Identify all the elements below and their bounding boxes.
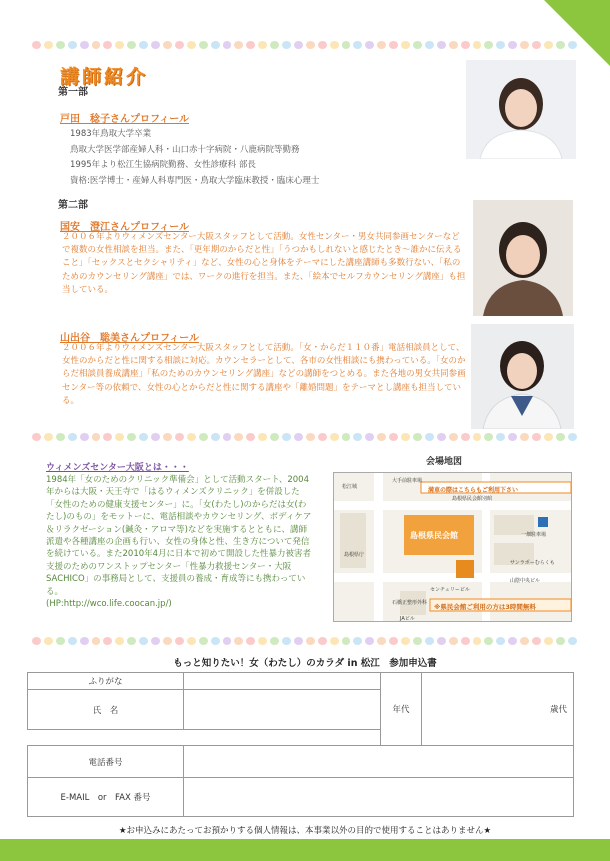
decorative-dot [437, 41, 446, 49]
map-place: 大手前駐車場 [392, 478, 423, 484]
decorative-dot [151, 433, 160, 441]
decorative-dot [246, 433, 255, 441]
decorative-dot [461, 637, 470, 645]
decorative-dot [258, 41, 267, 49]
decorative-dot [187, 637, 196, 645]
decorative-dot [127, 637, 136, 645]
map-place: 山陰中央ビル [510, 578, 541, 584]
decorative-dot [211, 637, 220, 645]
name-label: 氏 名 [28, 690, 184, 730]
decorative-dot [223, 41, 232, 49]
page-title: 講師紹介 [60, 66, 149, 88]
decorative-dot [294, 41, 303, 49]
decorative-dot [234, 433, 243, 441]
about-title: ウィメンズセンター大阪とは・・・ [46, 463, 189, 473]
decorative-dot [151, 637, 160, 645]
map-place: 石橋正整形外科 [392, 600, 428, 606]
decorative-dot [401, 637, 410, 645]
decorative-dot [175, 637, 184, 645]
decorative-dot [532, 41, 541, 49]
decorative-dot [425, 637, 434, 645]
decorative-dot [103, 41, 112, 49]
map-place: 島根県民会館別館 [452, 496, 493, 502]
decorative-dot [544, 637, 553, 645]
decorative-dot [330, 41, 339, 49]
decorative-dot [44, 637, 53, 645]
decorative-dot [520, 433, 529, 441]
decorative-dot [282, 433, 291, 441]
decorative-dot [139, 433, 148, 441]
decorative-dot [330, 433, 339, 441]
decorative-dot [461, 433, 470, 441]
decorative-dot [80, 637, 89, 645]
phone-label: 電話番号 [28, 746, 184, 778]
decorative-dot [461, 41, 470, 49]
application-form [27, 672, 574, 817]
decorative-dot [187, 433, 196, 441]
decorative-dot [473, 637, 482, 645]
decorative-dot [80, 433, 89, 441]
decorative-dot [199, 41, 208, 49]
map-label: 会場地図 [426, 457, 463, 467]
decorative-dot [342, 41, 351, 49]
decorative-dot [258, 433, 267, 441]
decorative-dot [532, 637, 541, 645]
decorative-dot [139, 41, 148, 49]
decorative-dot [556, 41, 565, 49]
decorative-dot [175, 433, 184, 441]
form-title: もっと知りたい！女（わたし）のカラダ in 松江 参加申込書 [173, 658, 437, 669]
decorative-dot [484, 433, 493, 441]
dot-border-middle [32, 430, 577, 444]
decorative-dot [568, 637, 577, 645]
decorative-dot [413, 41, 422, 49]
decorative-dot [377, 41, 386, 49]
decorative-dot [496, 433, 505, 441]
decorative-dot [115, 41, 124, 49]
decorative-dot [258, 637, 267, 645]
decorative-dot [32, 433, 41, 441]
phone-field[interactable] [184, 746, 574, 778]
privacy-notice: ★お申込みにあたってお預かりする個人情報は、本事業以外の目的で使用することはありません★ [118, 826, 492, 836]
decorative-dot [520, 637, 529, 645]
about-text [46, 474, 314, 610]
speaker-photo-yamadeya [471, 324, 574, 429]
decorative-dot [496, 41, 505, 49]
decorative-dot [270, 41, 279, 49]
decorative-dot [127, 41, 136, 49]
decorative-dot [389, 41, 398, 49]
decorative-dot [544, 433, 553, 441]
furigana-label: ふりがな [28, 673, 184, 690]
decorative-dot [365, 433, 374, 441]
decorative-dot [139, 637, 148, 645]
bottom-bar [0, 839, 610, 861]
decorative-dot [306, 433, 315, 441]
map-place: サンラポーむらくも [510, 560, 555, 566]
about-body: 1984年「女のためのクリニック準備会」として活動スタート、2004年からは大阪・天王寺で「はるウィメンズクリニック」を併設した「女性のための健康支援センター」に。「女(わたし)のからだは女(わたし)のもの」をモットーに、電話相談やカウンセリング、ボディケア＆リラクゼーション(鍼灸・アロマ等)などを実施するとともに、講師派遣や各種講座の企画も行い、女性の身体と性、生き方について発信を続けている。また2010年4月に日本で初めて開設した性暴力被害者支援のためのワンストップセンター「性暴力救援センター・大阪SACHICO」の事務局として、支援員の養成・育成等にも携わっている。 [46, 475, 312, 597]
decorative-dot [32, 41, 41, 49]
decorative-dot [56, 433, 65, 441]
decorative-dot [103, 637, 112, 645]
decorative-dot [187, 41, 196, 49]
speaker-name-yamadeya: 山出谷 聡美さんプロフィール [60, 333, 199, 344]
decorative-dot [532, 433, 541, 441]
decorative-dot [353, 433, 362, 441]
decorative-dot [318, 41, 327, 49]
decorative-dot [68, 637, 77, 645]
decorative-dot [44, 41, 53, 49]
profile-line: 鳥取大学医学部産婦人科・山口赤十字病院・八鹿病院等勤務 [70, 145, 300, 155]
decorative-dot [353, 41, 362, 49]
decorative-dot [342, 433, 351, 441]
map-notice: 満車の際はこちらもご利用下さい [428, 487, 519, 494]
speaker-photo-toda [466, 60, 576, 159]
map-place: センチュリービル [430, 587, 470, 593]
decorative-dot [425, 41, 434, 49]
decorative-dot [56, 41, 65, 49]
dot-border-bottom [32, 634, 577, 648]
profile-line: 資格:医学博士・産婦人科専門医・鳥取大学臨床教授・臨床心理士 [70, 176, 320, 186]
map-place: 一畑駐車場 [521, 532, 547, 538]
decorative-dot [473, 41, 482, 49]
decorative-dot [473, 433, 482, 441]
decorative-dot [437, 433, 446, 441]
decorative-dot [413, 433, 422, 441]
decorative-dot [92, 433, 101, 441]
decorative-dot [127, 433, 136, 441]
decorative-dot [68, 41, 77, 49]
decorative-dot [211, 41, 220, 49]
part1-label: 第一部 [58, 87, 88, 98]
decorative-dot [389, 433, 398, 441]
decorative-dot [282, 41, 291, 49]
decorative-dot [246, 637, 255, 645]
decorative-dot [365, 41, 374, 49]
speaker-bio-yamadeya: ２００６年よりウィメンズセンター大阪スタッフとして活動。「女・からだ１１０番」電話相談員として、女性のからだと性に関する相談に対応。カウンセラーとして、各市の女性相談にも携わっている。「女のからだ相談員養成講座」「私のためのカウンセリング講座」などの講師をつとめる。また各地の男女共同参画センター等の依頼で、女性の心とからだと性に関する講座や「離婚問題」をテーマとし講座も担当している。 [62, 343, 466, 406]
decorative-dot [568, 433, 577, 441]
map-parking-note: ※県民会館ご利用の方は3時間無料 [434, 603, 536, 611]
decorative-dot [80, 41, 89, 49]
decorative-dot [223, 637, 232, 645]
decorative-dot [520, 41, 529, 49]
decorative-dot [377, 637, 386, 645]
decorative-dot [496, 637, 505, 645]
about-url: (HP:http://wco.life.coocan.jp/) [46, 599, 172, 610]
age-field[interactable] [422, 673, 574, 746]
decorative-dot [401, 433, 410, 441]
name-field[interactable] [184, 690, 381, 730]
map-place: JAビル [400, 616, 415, 622]
decorative-dot [484, 41, 493, 49]
decorative-dot [306, 637, 315, 645]
decorative-dot [330, 637, 339, 645]
decorative-dot [151, 41, 160, 49]
decorative-dot [282, 637, 291, 645]
decorative-dot [342, 637, 351, 645]
decorative-dot [246, 41, 255, 49]
decorative-dot [68, 433, 77, 441]
decorative-dot [425, 433, 434, 441]
decorative-dot [544, 41, 553, 49]
decorative-dot [163, 433, 172, 441]
decorative-dot [365, 637, 374, 645]
decorative-dot [413, 637, 422, 645]
decorative-dot [449, 637, 458, 645]
decorative-dot [115, 433, 124, 441]
decorative-dot [294, 433, 303, 441]
age-suffix: 歳代 [549, 705, 567, 715]
speaker-photo-kuniyasu [473, 200, 573, 316]
decorative-dot [223, 433, 232, 441]
decorative-dot [44, 433, 53, 441]
decorative-dot [353, 637, 362, 645]
dot-border-top [32, 38, 577, 52]
decorative-dot [318, 433, 327, 441]
decorative-dot [199, 637, 208, 645]
furigana-field[interactable] [184, 673, 381, 690]
decorative-dot [163, 41, 172, 49]
decorative-dot [92, 637, 101, 645]
decorative-dot [294, 637, 303, 645]
map-place: 松江城 [342, 484, 358, 490]
part2-label: 第二部 [58, 200, 88, 211]
decorative-dot [270, 637, 279, 645]
decorative-dot [270, 433, 279, 441]
decorative-dot [508, 41, 517, 49]
decorative-dot [32, 637, 41, 645]
decorative-dot [556, 433, 565, 441]
decorative-dot [306, 41, 315, 49]
decorative-dot [211, 433, 220, 441]
map-venue: 島根県民会館 [410, 531, 458, 540]
speaker-name-toda: 戸田 稔子さんプロフィール [60, 114, 189, 125]
corner-decoration [544, 0, 610, 66]
decorative-dot [484, 637, 493, 645]
decorative-dot [175, 41, 184, 49]
map-place: 島根県庁 [344, 552, 365, 558]
decorative-dot [199, 433, 208, 441]
profile-line: 1995年より松江生協病院勤務、女性診療科 部長 [70, 160, 256, 170]
age-label: 年代 [381, 673, 422, 746]
decorative-dot [568, 41, 577, 49]
decorative-dot [163, 637, 172, 645]
decorative-dot [377, 433, 386, 441]
decorative-dot [234, 637, 243, 645]
decorative-dot [508, 637, 517, 645]
profile-line: 1983年鳥取大学卒業 [70, 129, 152, 139]
decorative-dot [401, 41, 410, 49]
speaker-name-kuniyasu: 国安 澄江さんプロフィール [60, 222, 189, 233]
decorative-dot [103, 433, 112, 441]
decorative-dot [56, 637, 65, 645]
decorative-dot [556, 637, 565, 645]
decorative-dot [92, 41, 101, 49]
email-field[interactable] [184, 778, 574, 817]
decorative-dot [234, 41, 243, 49]
decorative-dot [115, 637, 124, 645]
decorative-dot [449, 41, 458, 49]
decorative-dot [318, 637, 327, 645]
speaker-bio-kuniyasu: ２００６年よりウィメンズセンター大阪スタッフとして活動。女性センター・男女共同参画センターなどで複数の女性相談を担当。また、「更年期のからだと性」「うつかもしれないと感じたとき～誰かに伝えること」「セックスとセクシャリティ」など、女性の心と身体をテーマにした講座講師も多数行ない、「私のためのカウンセリング講座」では、ワークの進行を担当。また、「絵本でセルフカウンセリング講座」も担当している。 [62, 232, 466, 295]
decorative-dot [508, 433, 517, 441]
decorative-dot [389, 637, 398, 645]
decorative-dot [449, 433, 458, 441]
decorative-dot [437, 637, 446, 645]
email-label: E-MAIL or FAX 番号 [28, 778, 184, 817]
venue-map [333, 472, 572, 622]
